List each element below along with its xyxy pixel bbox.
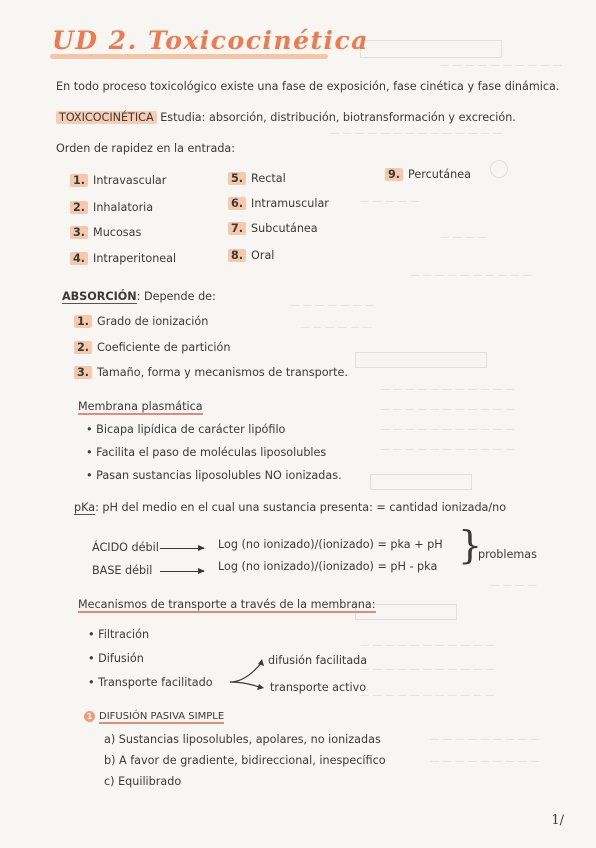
orden-item-1: 1. Intravascular (70, 174, 166, 187)
page-title: UD 2. Toxicocinética (52, 26, 369, 55)
acido-label: ÁCIDO débil (92, 541, 159, 554)
orden-item-6: 6. Intramuscular (228, 197, 329, 210)
difusion-number: 1 (84, 711, 95, 722)
arrow-acido (160, 548, 204, 549)
absorcion-item-1: 1. Grado de ionización (74, 315, 208, 328)
branch-arrows (228, 656, 268, 692)
absorcion-item-3: 3. Tamaño, forma y mecanismos de transporte. (74, 366, 348, 379)
absorcion-item-2: 2. Coeficiente de partición (74, 341, 230, 354)
orden-item-7: 7. Subcutánea (228, 222, 318, 235)
difusion-item-c: c) Equilibrado (104, 775, 182, 788)
pka-line (74, 501, 506, 514)
base-formula: Log (no ionizado)/(ionizado) = pH - pka (218, 560, 438, 573)
pka-text: : pH del medio en el cual una sustancia presenta: = cantidad ionizada/no (95, 501, 507, 514)
membrana-item-3: • Pasan sustancias liposolubles NO ionizadas. (86, 469, 342, 482)
mecanismos-title: Mecanismos de transporte a través de la membrana: (78, 598, 376, 611)
absorcion-text: Depende de: (143, 290, 216, 303)
difusion-title-line (84, 709, 224, 722)
intro-text: En todo proceso toxicológico existe una fase de exposición, fase cinética y fase dinámica. (56, 80, 560, 93)
mecanismo-item-3: • Transporte facilitado (88, 676, 213, 689)
mecanismo-item-2: • Difusión (88, 652, 144, 665)
absorcion-label: ABSORCIÓN (62, 290, 137, 303)
orden-item-4: 4. Intraperitoneal (70, 252, 176, 265)
membrana-title: Membrana plasmática (78, 400, 203, 413)
difusion-title: DIFUSIÓN PASIVA SIMPLE (99, 711, 225, 722)
orden-item-8: 8. Oral (228, 249, 274, 262)
orden-item-9: 9. Percutánea (385, 168, 471, 181)
toxicocinetica-line (56, 111, 516, 124)
difusion-item-a: a) Sustancias liposolubles, apolares, no ionizadas (104, 733, 381, 746)
notebook-page: — — — — — — — — — — — — — — — — — — — — — — — — — — — — — — — — — — — — — — — — — — — — — — — — — — — — — — — — — — — — — — — — — — — — — — — — — — — — — — — — — — — — — — — — — — — — — — — — — — — — — — — — — — — — — — — — — — — — — — — — — — — — — — — — — — — — — — — — — — — — — — — — — — — — — — — — — — — UD 2. Toxicocinética En todo proceso toxicológico existe una fase de exposición, fase cinética y fase dinámica. TOXICOCINÉTICA Estudia: absorción, distribución, biotransformación y excreción. Orden de rapidez en la entrada: 1. Intravascular 2. Inhalatoria 3. Mucosas 4. Intraperitoneal 5. Rectal 6. Intramuscular 7. Subcutánea 8. Oral 9. Percutánea ABSORCIÓN: Depende de: 1. Grado de ionización 2. Coeficiente de partición 3. Tamaño, forma y mecanismos de transporte. Membrana plasmática • Bicapa lipídica de carácter lipófilo • Facilita el paso de moléculas liposolubles • Pasan sustancias liposolubles NO ionizadas. pKa: pH del medio en el cual una sustancia presenta: = cantidad ionizada/no ÁCIDO débil Log (no ionizado)/(ionizado) = pka + pH BASE débil Log (no ionizado)/(ionizado) = pH - pka } problemas Mecanismos de transporte a través de la membrana: • Filtración • Difusión • Transporte facilitado difusión facilitada transporte activo 1 DIFUSIÓN PASIVA SIMPLE a) Sustancias liposolubles, apolares, no ionizadas b) A favor de gradiente, bidireccional, inespecífico c) Equilibrado 1/ (52, 26, 564, 828)
pka-label: pKa (74, 501, 96, 514)
brace: } (458, 523, 483, 567)
toxicocinetica-label: TOXICOCINÉTICA (56, 111, 157, 124)
orden-item-2: 2. Inhalatoria (70, 201, 153, 214)
toxicocinetica-text: Estudia: absorción, distribución, biotransformación y excreción. (160, 111, 516, 124)
problemas-label: problemas (478, 548, 537, 561)
orden-item-3: 3. Mucosas (70, 226, 141, 239)
membrana-item-2: • Facilita el paso de moléculas liposolubles (86, 446, 327, 459)
arrow-base (160, 571, 204, 572)
absorcion-line: ABSORCIÓN: Depende de: (62, 290, 216, 303)
sub-transporte-activo: transporte activo (270, 681, 367, 694)
orden-item-5: 5. Rectal (228, 172, 286, 185)
base-label: BASE débil (92, 564, 153, 577)
sub-difusion-facilitada: difusión facilitada (268, 654, 368, 667)
difusion-item-b: b) A favor de gradiente, bidireccional, inespecífico (104, 754, 386, 767)
page-number: 1/ (551, 813, 564, 828)
membrana-item-1: • Bicapa lipídica de carácter lipófilo (86, 423, 286, 436)
mecanismo-item-1: • Filtración (88, 628, 150, 641)
acido-formula: Log (no ionizado)/(ionizado) = pka + pH (218, 538, 443, 551)
orden-title: Orden de rapidez en la entrada: (56, 142, 236, 155)
